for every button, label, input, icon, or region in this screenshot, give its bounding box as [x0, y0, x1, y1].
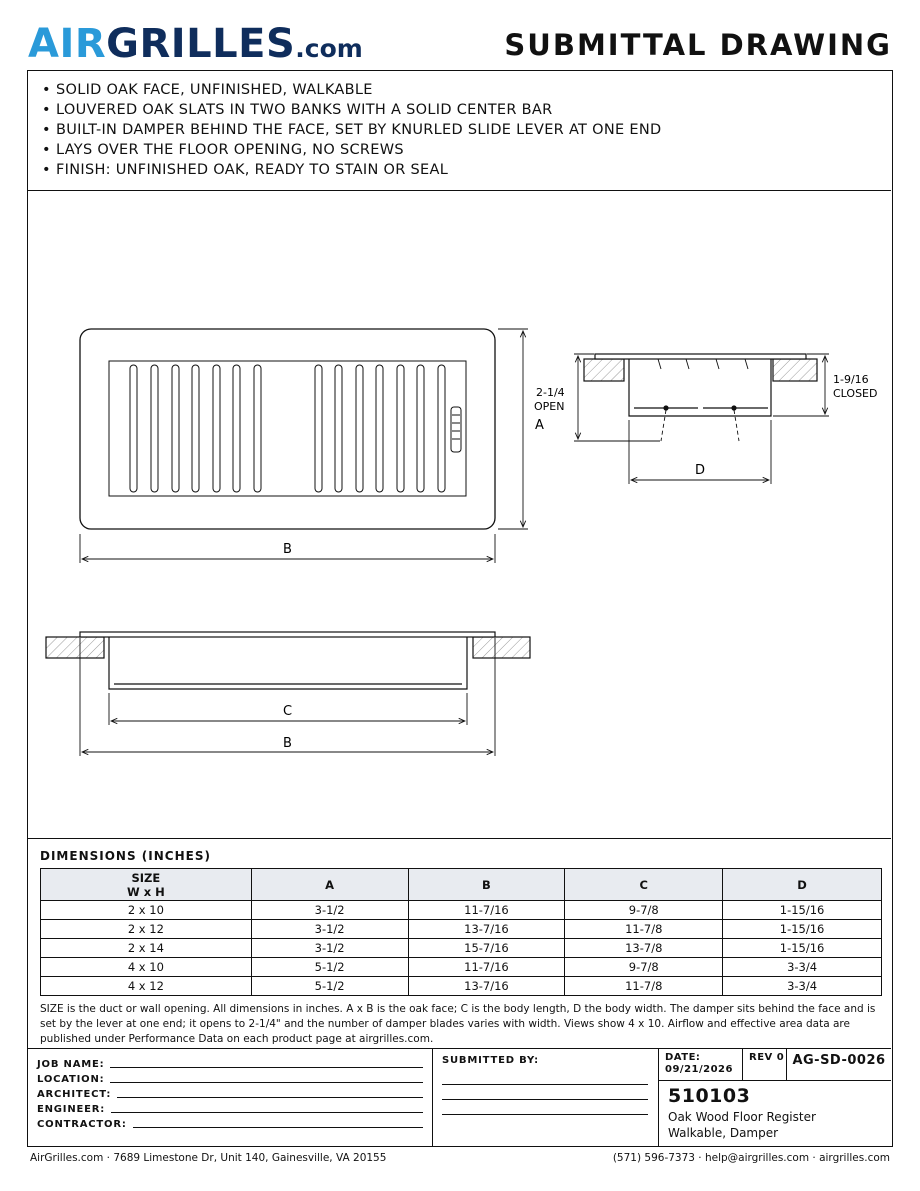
architect-row — [37, 1085, 432, 1100]
cell-d: 3-3/4 — [723, 958, 882, 977]
table-row — [41, 901, 882, 920]
footer-address: AirGrilles.com · 7689 Limestone Dr, Unit 140, Gainesville, VA 20155 — [30, 1152, 387, 1164]
floor-hatch-left — [46, 637, 104, 658]
cell-size: 4 x 10 — [41, 958, 252, 977]
cell-size: 4 x 12 — [41, 977, 252, 996]
cell-b: 11-7/16 — [408, 901, 565, 920]
front-view — [80, 329, 528, 563]
architect-label: ARCHITECT: — [37, 1089, 112, 1100]
part-number: 510103 — [668, 1085, 751, 1107]
label-closed-value: 1-9/16 — [833, 373, 869, 386]
cell-a: 3-1/2 — [251, 901, 408, 920]
date-cell — [659, 1049, 743, 1081]
cell-b: 13-7/16 — [408, 977, 565, 996]
logo-air: AIR — [28, 21, 107, 67]
document-title: SUBMITTAL DRAWING — [504, 28, 892, 62]
label-b-front: B — [283, 542, 292, 557]
cell-a: 3-1/2 — [251, 920, 408, 939]
description-line-2: Walkable, Damper — [668, 1126, 779, 1140]
label-b-section: B — [283, 736, 292, 751]
date-value: 09/21/2026 — [665, 1064, 733, 1075]
description-line-1: Oak Wood Floor Register — [668, 1110, 816, 1124]
contractor-label: CONTRACTOR: — [37, 1119, 127, 1130]
location-field[interactable] — [110, 1082, 423, 1083]
floor-hatch-right — [773, 359, 817, 381]
feature-item: • LOUVERED OAK SLATS IN TWO BANKS WITH A SOLID CENTER BAR — [42, 100, 891, 120]
feature-item: • LAYS OVER THE FLOOR OPENING, NO SCREWS — [42, 140, 891, 160]
floor-hatch-right — [473, 637, 530, 658]
cell-size: 2 x 10 — [41, 901, 252, 920]
label-a: A — [535, 418, 544, 433]
cell-d: 1-15/16 — [723, 901, 882, 920]
location-row — [37, 1070, 432, 1085]
cell-c: 11-7/8 — [565, 977, 723, 996]
features-section — [28, 71, 891, 191]
cell-b: 15-7/16 — [408, 939, 565, 958]
louver-ticks — [658, 359, 748, 369]
louver-slats-left — [130, 365, 261, 492]
logo-domain: .com — [295, 34, 363, 63]
engineer-field[interactable] — [111, 1112, 423, 1113]
cell-b: 11-7/16 — [408, 958, 565, 977]
job-info — [28, 1049, 433, 1147]
label-d: D — [695, 463, 706, 478]
label-open-value: 2-1/4 — [536, 386, 565, 399]
cell-c: 9-7/8 — [565, 958, 723, 977]
dimensions-section — [40, 849, 882, 1047]
section-body — [109, 637, 467, 689]
date-label: DATE: — [665, 1052, 701, 1063]
size-sub-label: W x H — [127, 884, 165, 899]
drawing-area — [28, 191, 891, 839]
logo-grilles: GRILLES — [106, 21, 296, 67]
submitted-by-line[interactable] — [442, 1070, 648, 1085]
louver-opening — [109, 361, 466, 496]
header — [28, 18, 892, 66]
table-row — [41, 939, 882, 958]
damper-lever-icon — [451, 407, 461, 452]
label-c: C — [283, 704, 293, 719]
section-face-plate — [80, 632, 495, 637]
cell-size: 2 x 14 — [41, 939, 252, 958]
cell-a: 5-1/2 — [251, 958, 408, 977]
column-header-c: C — [565, 869, 723, 901]
cell-d: 1-15/16 — [723, 920, 882, 939]
submitted-by-section — [433, 1049, 659, 1147]
oak-face-outline — [80, 329, 495, 529]
cell-b: 13-7/16 — [408, 920, 565, 939]
cell-c: 9-7/8 — [565, 901, 723, 920]
feature-item: • BUILT-IN DAMPER BEHIND THE FACE, SET BY KNURLED SLIDE LEVER AT ONE END — [42, 120, 891, 140]
brand-logo[interactable] — [28, 20, 363, 73]
feature-item: • FINISH: UNFINISHED OAK, READY TO STAIN OR SEAL — [42, 160, 891, 180]
cell-d: 1-15/16 — [723, 939, 882, 958]
document-info — [659, 1049, 891, 1147]
cell-a: 3-1/2 — [251, 939, 408, 958]
product-description — [668, 1109, 816, 1141]
label-open: OPEN — [534, 400, 565, 413]
label-closed: CLOSED — [833, 387, 878, 400]
engineer-label: ENGINEER: — [37, 1104, 106, 1115]
dimensions-table — [40, 868, 882, 996]
title-block — [28, 1048, 891, 1146]
floor-hatch-left — [584, 359, 624, 381]
feature-item: • SOLID OAK FACE, UNFINISHED, WALKABLE — [42, 80, 891, 100]
cell-d: 3-3/4 — [723, 977, 882, 996]
table-header-row — [41, 869, 882, 901]
table-row — [41, 958, 882, 977]
engineer-row — [37, 1100, 432, 1115]
contractor-field[interactable] — [133, 1127, 423, 1128]
location-label: LOCATION: — [37, 1074, 105, 1085]
submitted-by-line[interactable] — [442, 1100, 648, 1115]
dimensions-note: SIZE is the duct or wall opening. All dimensions in inches. A x B is the oak face; C is the body length, D the body width. The damper sits behind the face and is set by the lever at one end; it opens to 2-1/4" and the number of damper blades varies with width. Views show 4 x 10. Airflow and effective area data are published under Performance Data on each product page at airgrilles.com. — [40, 1003, 876, 1045]
dimensions-title: DIMENSIONS (INCHES) — [40, 849, 211, 863]
column-header-b: B — [408, 869, 565, 901]
damper-open-position — [661, 410, 739, 441]
cell-a: 5-1/2 — [251, 977, 408, 996]
footer-contact[interactable]: (571) 596-7373 · help@airgrilles.com · airgrilles.com — [612, 1152, 890, 1164]
cell-c: 11-7/8 — [565, 920, 723, 939]
column-header-size — [41, 869, 252, 901]
cell-size: 2 x 12 — [41, 920, 252, 939]
job-name-label: JOB NAME: — [37, 1059, 105, 1070]
size-label: SIZE — [131, 870, 161, 885]
architect-field[interactable] — [117, 1097, 423, 1098]
drawing-frame — [27, 70, 893, 1147]
face-plate — [595, 354, 806, 359]
technical-drawing — [28, 191, 891, 839]
louver-slats-right — [315, 365, 445, 492]
column-header-d: D — [723, 869, 882, 901]
job-name-field[interactable] — [110, 1067, 423, 1068]
cell-c: 13-7/8 — [565, 939, 723, 958]
document-number: AG-SD-0026 — [787, 1049, 891, 1081]
features-list — [42, 80, 891, 180]
submitted-by-line[interactable] — [442, 1085, 648, 1100]
job-name-row — [37, 1055, 432, 1070]
table-row — [41, 977, 882, 996]
dim-a — [498, 329, 528, 529]
column-header-a: A — [251, 869, 408, 901]
contractor-row — [37, 1115, 432, 1130]
table-row — [41, 920, 882, 939]
submitted-by-label: SUBMITTED BY: — [442, 1055, 539, 1066]
revision-cell: REV 0 — [743, 1049, 787, 1081]
